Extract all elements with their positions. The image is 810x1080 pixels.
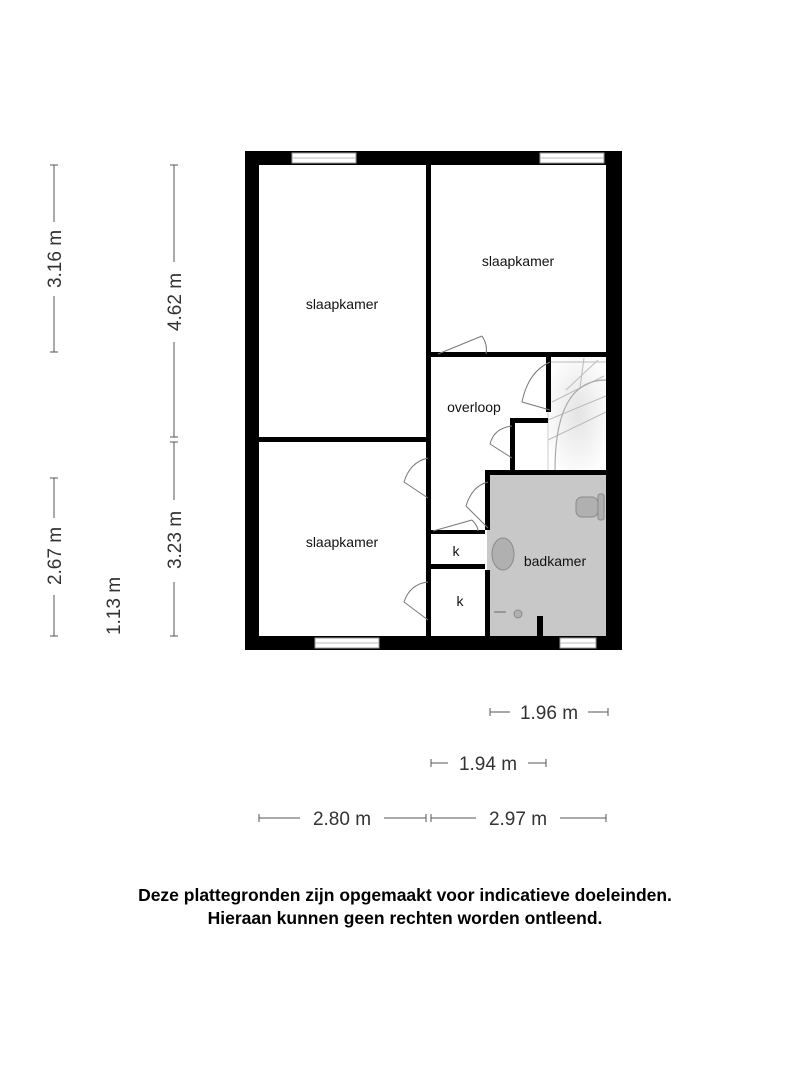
toilet-icon: [576, 497, 598, 517]
dim-label-left-inner-top: 4.62 m: [165, 272, 186, 332]
horizontal-dimension-lines: [259, 708, 608, 822]
dim-label-left-outer-top: 3.16 m: [45, 229, 66, 289]
dim-label-bottom-left: 2.80 m: [312, 809, 372, 830]
dim-label-left-outer-small: 1.13 m: [104, 576, 125, 636]
room-label-bedroom-bottom-left: slaapkamer: [305, 534, 379, 550]
shower-drain-icon: [514, 610, 522, 618]
room-label-bedroom-top-right: slaapkamer: [481, 253, 555, 269]
room-label-landing: overloop: [447, 399, 501, 415]
vertical-dimension-lines: [50, 165, 178, 636]
room-label-closet-1: k: [452, 543, 460, 559]
dim-label-bottom-middle: 1.94 m: [458, 754, 518, 775]
dim-label-bottom-bathroom: 1.96 m: [519, 703, 579, 724]
dim-label-left-inner-bottom: 3.23 m: [165, 510, 186, 570]
staircase: [548, 356, 608, 472]
disclaimer-line-1: Deze plattegronden zijn opgemaakt voor indicatieve doeleinden.: [138, 885, 672, 905]
room-label-closet-2: k: [456, 593, 464, 609]
dim-label-bottom-right: 2.97 m: [488, 809, 548, 830]
room-label-bedroom-top-left: slaapkamer: [305, 296, 379, 312]
sink-icon: [492, 538, 514, 570]
disclaimer-line-2: Hieraan kunnen geen rechten worden ontleend.: [207, 908, 603, 928]
dim-label-left-outer-middle: 2.67 m: [45, 526, 66, 586]
room-label-bathroom: badkamer: [523, 553, 587, 569]
